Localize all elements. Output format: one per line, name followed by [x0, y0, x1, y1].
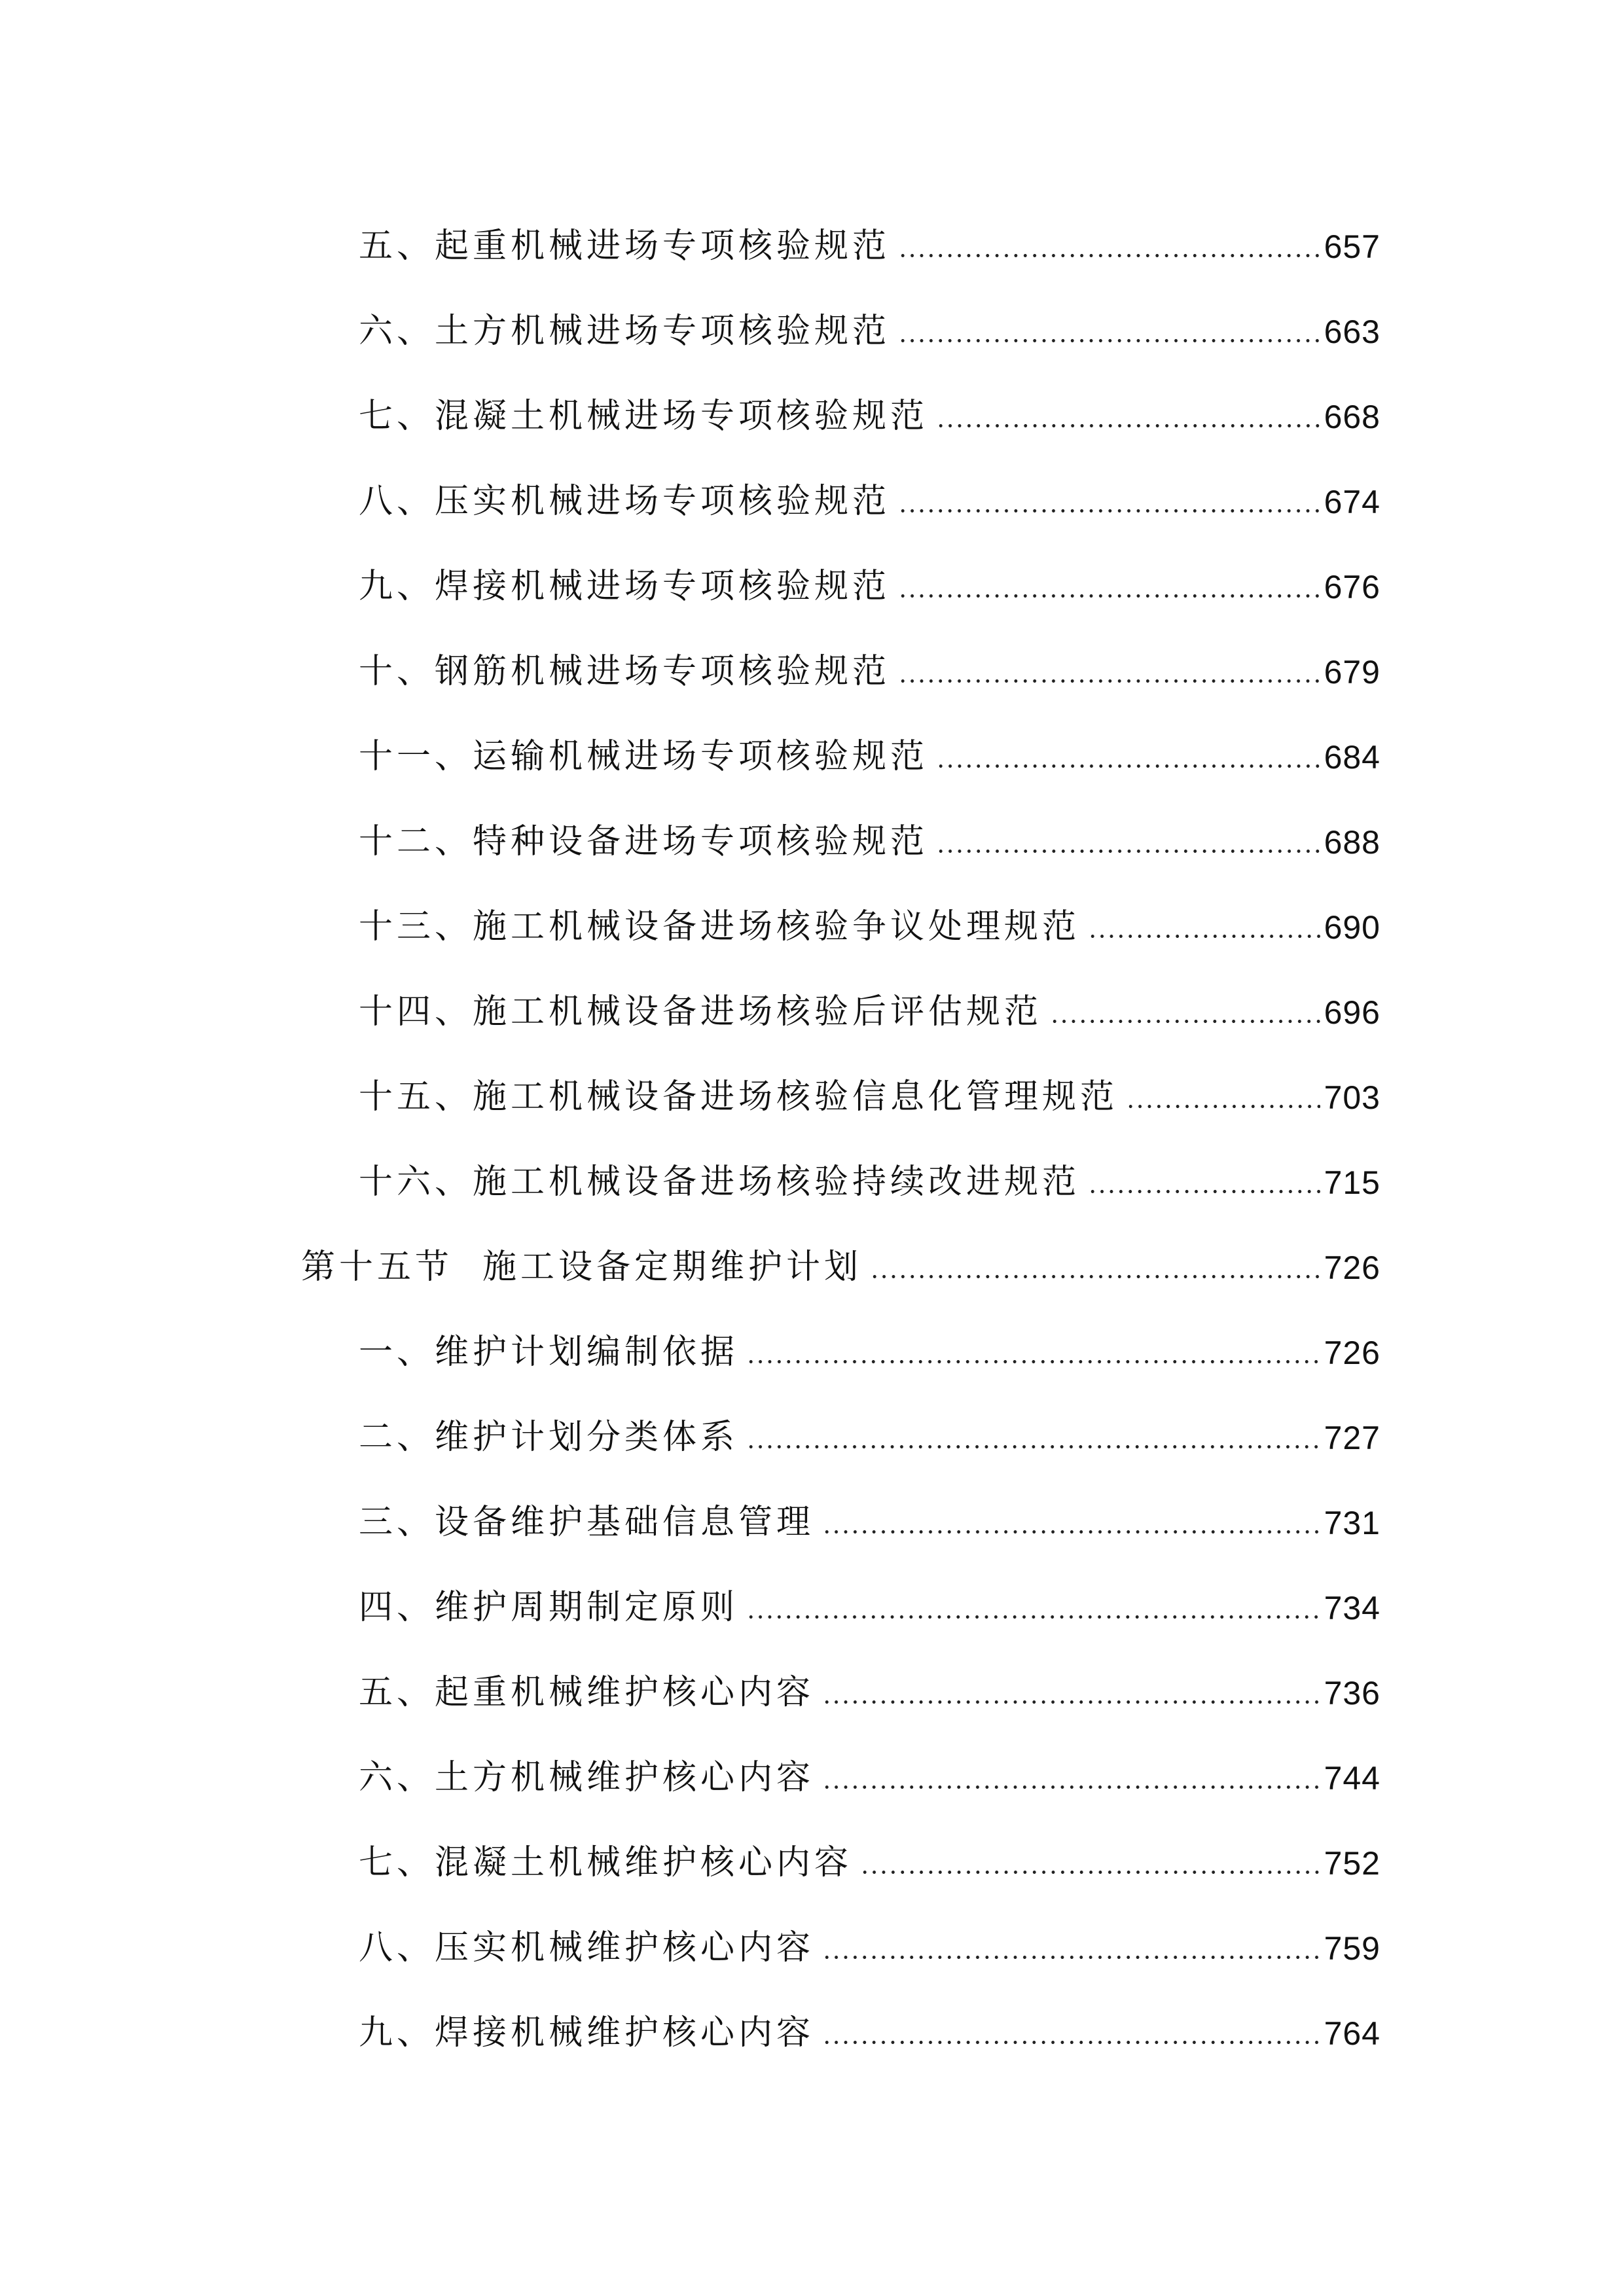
- toc-entry-title: 六、土方机械维护核心内容: [359, 1758, 815, 1797]
- toc-entry[interactable]: [359, 211, 1380, 266]
- toc-entry[interactable]: [359, 1062, 1380, 1117]
- toc-entry-title: 十五、施工机械设备进场核验信息化管理规范: [359, 1077, 1119, 1117]
- toc-entry[interactable]: [359, 1572, 1380, 1627]
- toc-entry-title: 十一、运输机械进场专项核验规范: [359, 737, 929, 776]
- toc-entry-page: 663: [1324, 314, 1380, 350]
- toc-entry[interactable]: [359, 636, 1380, 689]
- toc-dot-leader: [898, 679, 1320, 683]
- toc-entry-title: 十三、施工机械设备进场核验争议处理规范: [359, 907, 1081, 946]
- toc-entry-page: 726: [1324, 1249, 1380, 1286]
- toc-dot-leader: [936, 424, 1320, 427]
- toc-entry-page: 759: [1324, 1930, 1380, 1967]
- toc-entry-title: 七、混凝土机械维护核心内容: [359, 1843, 853, 1882]
- toc-entry-page: 731: [1324, 1505, 1380, 1541]
- toc-entry-title: 四、维护周期制定原则: [359, 1588, 739, 1627]
- toc-entry-title: 十四、施工机械设备进场核验后评估规范: [359, 992, 1043, 1031]
- toc-entry-page: 734: [1324, 1590, 1380, 1626]
- toc-entry-title: 八、压实机械维护核心内容: [359, 1928, 815, 1967]
- toc-entry-page: 726: [1324, 1335, 1380, 1371]
- toc-entry-page: 736: [1324, 1675, 1380, 1712]
- toc-dot-leader: [898, 254, 1320, 257]
- toc-dot-leader: [822, 2041, 1320, 2044]
- toc-entry-title: 一、维护计划编制依据: [359, 1333, 739, 1372]
- toc-entry[interactable]: [359, 1402, 1380, 1457]
- toc-entry-title: 九、焊接机械进场专项核验规范: [359, 567, 891, 606]
- toc-entry[interactable]: [359, 1317, 1380, 1372]
- toc-entry[interactable]: [359, 1742, 1380, 1795]
- toc-entry-page: 688: [1324, 824, 1380, 861]
- toc-dot-leader: [870, 1275, 1320, 1278]
- toc-entry[interactable]: [359, 1487, 1380, 1542]
- toc-dot-leader: [936, 764, 1320, 768]
- toc-entry[interactable]: [359, 891, 1380, 944]
- toc-dot-leader: [898, 509, 1320, 512]
- toc-dot-leader: [898, 594, 1320, 598]
- toc-entry-title: 六、土方机械进场专项核验规范: [359, 312, 891, 351]
- toc-entry-page: 752: [1324, 1845, 1380, 1882]
- toc-dot-leader: [746, 1445, 1320, 1448]
- toc-entry[interactable]: [359, 977, 1380, 1029]
- toc-entry-title: 五、起重机械进场专项核验规范: [359, 226, 891, 266]
- toc-entry-title: 八、压实机械进场专项核验规范: [359, 482, 891, 521]
- toc-dot-leader: [1050, 1020, 1320, 1023]
- toc-dot-leader: [1088, 1190, 1320, 1193]
- toc-section-title: 第十五节 施工设备定期维护计划: [301, 1247, 863, 1287]
- toc-entry-title: 五、起重机械维护核心内容: [359, 1673, 815, 1712]
- toc-entry-page: 744: [1324, 1760, 1380, 1797]
- toc-dot-leader: [1126, 1105, 1320, 1108]
- toc-entry-title: 七、混凝土机械进场专项核验规范: [359, 397, 929, 436]
- toc-entry-title: 十、钢筋机械进场专项核验规范: [359, 652, 891, 691]
- toc-entry[interactable]: [359, 1912, 1380, 1965]
- toc-entry[interactable]: [359, 1147, 1380, 1202]
- toc-dot-leader: [936, 850, 1320, 853]
- toc-entry[interactable]: [359, 466, 1380, 521]
- toc-entry-page: 715: [1324, 1164, 1380, 1201]
- toc-dot-leader: [746, 1615, 1320, 1619]
- toc-entry-page: 764: [1324, 2015, 1380, 2052]
- toc-entry-page: 668: [1324, 399, 1380, 435]
- toc-dot-leader: [822, 1530, 1320, 1534]
- toc-entry-page: 684: [1324, 739, 1380, 776]
- toc-entry-page: 674: [1324, 484, 1380, 520]
- toc-entry-title: 十六、施工机械设备进场核验持续改进规范: [359, 1162, 1081, 1202]
- toc-entry[interactable]: [359, 721, 1380, 774]
- toc-dot-leader: [822, 1956, 1320, 1959]
- toc-entry[interactable]: [359, 1657, 1380, 1710]
- toc-entry-page: 696: [1324, 994, 1380, 1031]
- toc-section-entry[interactable]: [301, 1232, 1380, 1287]
- toc-dot-leader: [860, 1871, 1320, 1874]
- toc-entry-page: 657: [1324, 228, 1380, 265]
- toc-entry-title: 九、焊接机械维护核心内容: [359, 2013, 815, 2053]
- toc-dot-leader: [746, 1360, 1320, 1363]
- toc-dot-leader: [1088, 935, 1320, 938]
- toc-dot-leader: [822, 1700, 1320, 1704]
- toc-entry-page: 676: [1324, 569, 1380, 605]
- toc-entry-page: 690: [1324, 909, 1380, 946]
- toc-entry-title: 二、维护计划分类体系: [359, 1418, 739, 1457]
- toc-entry-title: 十二、特种设备进场专项核验规范: [359, 822, 929, 861]
- toc-entry-page: 727: [1324, 1420, 1380, 1456]
- toc-entry[interactable]: [359, 806, 1380, 859]
- toc-entry[interactable]: [359, 1827, 1380, 1880]
- toc-entry-title: 三、设备维护基础信息管理: [359, 1503, 815, 1542]
- toc-entry[interactable]: [359, 296, 1380, 351]
- toc-dot-leader: [898, 339, 1320, 342]
- toc-entry[interactable]: [359, 1998, 1380, 2053]
- toc-dot-leader: [822, 1785, 1320, 1789]
- toc-entry-page: 679: [1324, 654, 1380, 691]
- toc-entry-page: 703: [1324, 1079, 1380, 1116]
- toc-entry[interactable]: [359, 381, 1380, 436]
- toc-entry[interactable]: [359, 551, 1380, 606]
